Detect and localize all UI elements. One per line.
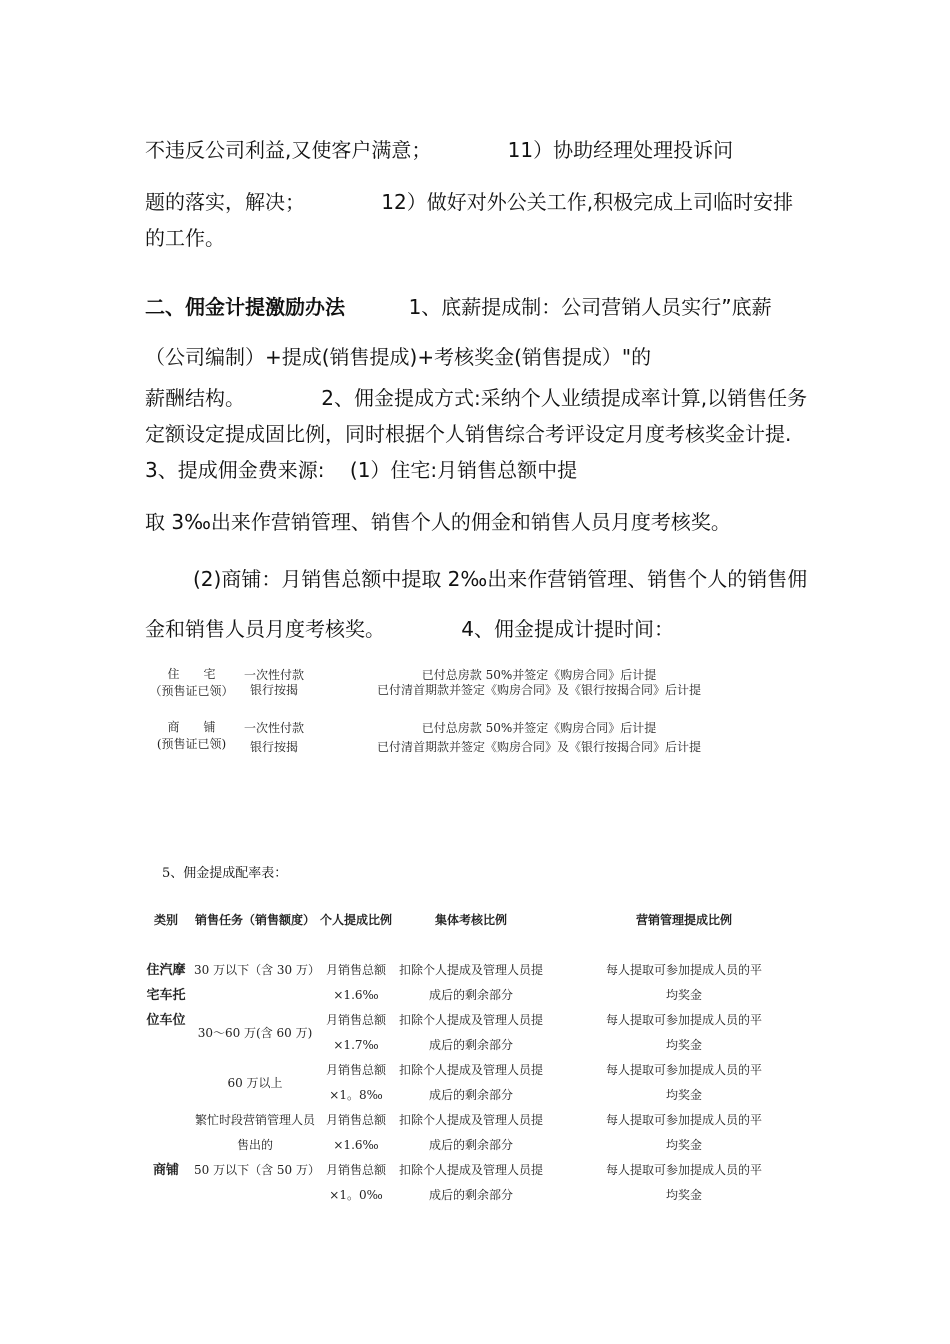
- timing-group-residential: [144, 666, 784, 719]
- table-row: [144, 1108, 764, 1158]
- paragraph-duties-12: 题的落实，解决； 12）做好对外公关工作,积极完成上司临时安排的工作。: [145, 190, 794, 250]
- timing-row: [144, 681, 784, 700]
- sales-task: 50 万以下（含 50 万）: [194, 1163, 320, 1177]
- management-rate: 每人提取可参加提成人员的平均奖金: [605, 1163, 762, 1202]
- payment-condition: 已付清首期款并签定《购房合同》及《银行按揭合同》后计提: [376, 683, 701, 697]
- timing-group-shop: [144, 719, 784, 757]
- management-rate: 每人提取可参加提成人员的平均奖金: [605, 1113, 762, 1152]
- payment-condition: 已付总房款 50%并签定《购房合同》后计提: [421, 668, 657, 682]
- management-rate: 每人提取可参加提成人员的平均奖金: [605, 1063, 762, 1102]
- rate-table-header: [144, 908, 764, 958]
- personal-rate: 月销售总额×1。8‰: [325, 1063, 386, 1102]
- management-rate: 每人提取可参加提成人员的平均奖金: [605, 963, 762, 1002]
- section-intro: 1、底薪提成制：公司营销人员实行”底薪（公司编制）+提成(销售提成)+考核奖金(销售提成）"的: [145, 295, 772, 369]
- paragraph-duties-end: 不违反公司利益,又使客户满意； 11）协助经理处理投诉问: [145, 138, 734, 162]
- commission-rate-table: [144, 908, 764, 1208]
- payment-type: 银行按揭: [249, 683, 298, 697]
- personal-rate: 月销售总额×1.6‰: [325, 963, 386, 1002]
- paragraph-shop-source: (2)商铺：月销售总额中提取 2‰出来作营销管理、销售个人的销售佣金和销售人员月度考核奖。 4、佣金提成计提时间：: [145, 567, 808, 641]
- table-row: [144, 1008, 764, 1058]
- table-row: [144, 1058, 764, 1108]
- header-sales-task: 销售任务（销售额度）: [194, 913, 315, 927]
- collective-rate: 扣除个人提成及管理人员提成后的剩余部分: [398, 1163, 543, 1202]
- collective-rate: 扣除个人提成及管理人员提成后的剩余部分: [398, 963, 543, 1002]
- timing-category: 商 铺 (预售证已领): [156, 720, 227, 751]
- paragraph-residential-source: 取 3‰出来作营销管理、销售个人的佣金和销售人员月度考核奖。: [145, 510, 731, 534]
- collective-rate: 扣除个人提成及管理人员提成后的剩余部分: [398, 1013, 543, 1052]
- rate-table-caption: 5、佣金提成配率表：: [162, 866, 288, 881]
- payment-type: 银行按揭: [249, 740, 298, 754]
- section-heading: 二、佣金计提激励办法: [145, 295, 345, 319]
- header-collective-rate: 集体考核比例: [434, 913, 507, 927]
- paragraph-section-two: [145, 282, 810, 382]
- header-management-rate: 营销管理提成比例: [635, 913, 732, 927]
- table-row: [144, 1158, 764, 1208]
- header-personal-rate: 个人提成比例: [319, 913, 392, 927]
- timing-row: [144, 719, 784, 738]
- personal-rate: 月销售总额×1。0‰: [325, 1163, 386, 1202]
- sales-task: 繁忙时段营销管理人员售出的: [194, 1113, 315, 1152]
- rate-table-body: [144, 958, 764, 1208]
- sales-task: 30～60 万(含 60 万): [197, 1026, 313, 1040]
- personal-rate: 月销售总额×1.6‰: [325, 1113, 386, 1152]
- payment-type: 一次性付款: [243, 721, 304, 735]
- paragraph-commission-method: 薪酬结构。 2、佣金提成方式:采纳个人业绩提成率计算,以销售任务定额设定提成固比例，同时根据个人销售综合考评设定月度考核奖金计提. 3、提成佣金费来源: (1）住宅:月销售总额中提: [145, 386, 817, 482]
- payment-condition: 已付清首期款并签定《购房合同》及《银行按揭合同》后计提: [376, 740, 701, 754]
- timing-row: [144, 738, 784, 757]
- table-row: [144, 958, 764, 1008]
- personal-rate: 月销售总额×1.7‰: [325, 1013, 386, 1052]
- category-shop: 商铺: [152, 1163, 179, 1178]
- management-rate: 每人提取可参加提成人员的平均奖金: [605, 1013, 762, 1052]
- collective-rate: 扣除个人提成及管理人员提成后的剩余部分: [398, 1063, 543, 1102]
- commission-timing-table: [144, 666, 784, 757]
- payment-condition: 已付总房款 50%并签定《购房合同》后计提: [421, 721, 657, 735]
- sales-task: 30 万以下（含 30 万）: [194, 963, 320, 977]
- sales-task: 60 万以上: [227, 1076, 283, 1090]
- header-category: 类别: [153, 913, 178, 927]
- timing-category: 住 宅 （预售证已领）: [149, 667, 234, 698]
- category-residential: 住汽摩宅车托位车位: [146, 963, 186, 1028]
- collective-rate: 扣除个人提成及管理人员提成后的剩余部分: [398, 1113, 543, 1152]
- payment-type: 一次性付款: [243, 668, 304, 682]
